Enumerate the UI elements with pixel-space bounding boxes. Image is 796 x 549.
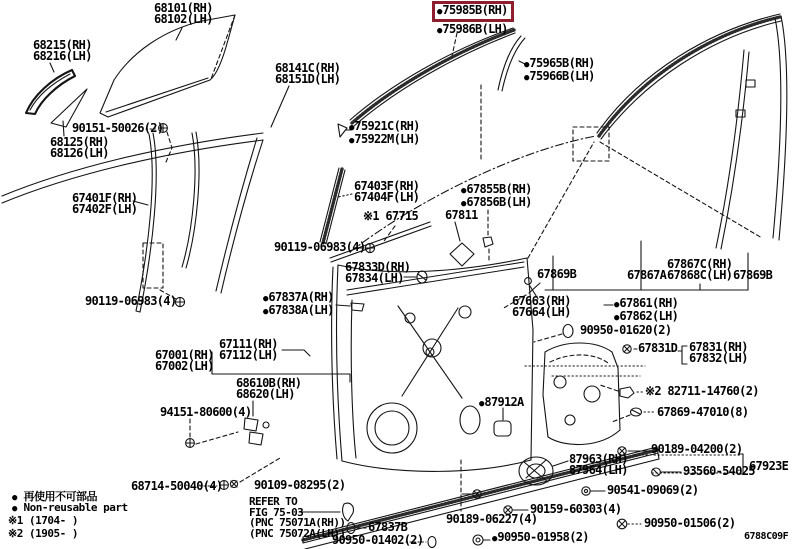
clip-icon xyxy=(617,519,641,529)
part-label-90189-04200[interactable] xyxy=(651,444,742,455)
part-label-68714[interactable] xyxy=(131,481,222,492)
part-label-67837a[interactable] xyxy=(263,292,334,318)
part-number-lh[interactable]: 67834(LH) xyxy=(345,271,404,285)
part-label-75965b[interactable] xyxy=(524,58,595,84)
part-label-75985b[interactable] xyxy=(437,4,514,37)
grommet-icon xyxy=(612,408,654,422)
refer-line: (PNC 75071A(RH)) xyxy=(249,516,346,529)
door-outer-panel xyxy=(332,258,533,471)
part-number-lh[interactable]: 68216(LH) xyxy=(33,49,92,63)
part-label-67401f[interactable] xyxy=(72,193,137,215)
part-number-lh[interactable]: 67862(LH) xyxy=(619,309,679,323)
part-label-93560[interactable] xyxy=(683,466,755,477)
service-hole-cover xyxy=(525,343,645,445)
front-door-frame xyxy=(133,132,199,312)
plug-icon xyxy=(600,385,643,398)
part-label-67715[interactable] xyxy=(363,211,418,222)
legend-note-text: ※2 (1905- ) xyxy=(8,527,78,540)
part-label-87912a[interactable] xyxy=(479,397,524,410)
part-label-67811[interactable] xyxy=(445,210,478,221)
non-reusable-bullet: ● xyxy=(492,534,498,544)
refer-line: REFER TO xyxy=(249,495,298,508)
part-number-rh[interactable]: 67663(RH) xyxy=(512,294,571,308)
non-reusable-bullet: ● xyxy=(263,294,269,304)
diagram-code: 6788C09F xyxy=(744,531,789,542)
cushion-icon xyxy=(494,408,511,436)
screw-icon xyxy=(230,480,237,487)
part-number-lh[interactable]: 67402F(LH) xyxy=(72,202,138,216)
part-number-lh[interactable]: 75966B(LH) xyxy=(529,69,595,83)
non-reusable-bullet: ● xyxy=(263,307,269,317)
non-reusable-bullet: ● xyxy=(461,199,467,209)
highlighted-part-number[interactable] xyxy=(432,1,514,22)
non-reusable-bullet: ● xyxy=(12,493,18,503)
part-number-lh[interactable]: 67868C(LH) xyxy=(667,268,733,282)
part-number[interactable]: 67837B xyxy=(368,520,408,534)
non-reusable-bullet: ● xyxy=(461,186,467,196)
part-label-90119-b[interactable] xyxy=(274,242,365,253)
non-reusable-bullet: ● xyxy=(437,26,443,36)
part-label-68101[interactable] xyxy=(154,3,213,25)
part-number[interactable]: 90189-06227(4) xyxy=(446,512,538,526)
part-label-67833d[interactable] xyxy=(345,262,410,284)
part-label-90159[interactable] xyxy=(530,504,621,515)
part-number[interactable]: ※1 67715 xyxy=(363,209,419,223)
part-number-rh[interactable]: 75921C(RH) xyxy=(354,119,420,133)
non-reusable-bullet: ● xyxy=(524,73,530,83)
part-number[interactable]: 67923E xyxy=(749,459,789,473)
part-label-67403f[interactable] xyxy=(354,181,419,203)
part-number[interactable]: ※2 82711-14760(2) xyxy=(645,384,759,398)
part-label-68125[interactable] xyxy=(50,137,109,159)
part-number-rh[interactable]: 75965B(RH) xyxy=(529,56,595,70)
part-number-rh[interactable]: 75985B(RH) xyxy=(442,3,508,17)
part-number[interactable]: 67867A xyxy=(627,268,667,282)
part-label-68610b[interactable] xyxy=(236,378,301,400)
part-label-75921c[interactable] xyxy=(349,121,420,147)
part-number-rh[interactable]: 67833D(RH) xyxy=(345,260,411,274)
part-number[interactable]: 67869B xyxy=(733,268,773,282)
part-label-67869-47010[interactable] xyxy=(657,407,748,418)
part-label-90950-01402[interactable] xyxy=(332,535,423,546)
part-number[interactable]: 90151-50026(2) xyxy=(72,121,164,135)
part-number-lh[interactable]: 87964(LH) xyxy=(569,463,628,477)
part-label-67831d[interactable] xyxy=(638,343,677,354)
quarter-weatherstrip xyxy=(26,63,75,114)
part-number-rh[interactable]: 68610B(RH) xyxy=(236,376,302,390)
part-label-90950-01958[interactable] xyxy=(492,532,589,545)
part-number-lh[interactable]: 68126(LH) xyxy=(50,146,109,160)
part-number-lh[interactable]: 75922M(LH) xyxy=(354,132,420,146)
part-label-67111[interactable] xyxy=(219,339,278,361)
part-label-90119-a[interactable] xyxy=(85,296,176,307)
part-number-rh[interactable]: 67861(RH) xyxy=(619,296,679,310)
part-number-rh[interactable]: 67831(RH) xyxy=(689,340,748,354)
part-label-67869b-left[interactable] xyxy=(537,269,576,280)
non-reusable-bullet: ● xyxy=(349,136,355,146)
part-number-lh[interactable]: 67664(LH) xyxy=(512,305,571,319)
part-number-lh[interactable]: 67856B(LH) xyxy=(466,195,532,209)
part-label-67861[interactable] xyxy=(614,298,678,324)
part-number-rh[interactable]: 68101(RH) xyxy=(154,1,213,15)
refer-line: (PNC 75072A(LH)) xyxy=(249,526,346,540)
bolt-icon xyxy=(186,439,195,448)
part-label-90189-06227[interactable] xyxy=(446,514,537,525)
part-label-67831[interactable] xyxy=(689,342,748,364)
part-number-lh[interactable]: 67404F(LH) xyxy=(354,190,420,204)
frame-clip xyxy=(483,210,493,262)
part-label-68141c[interactable] xyxy=(275,63,340,85)
part-number-lh[interactable]: 67832(LH) xyxy=(689,351,748,365)
part-number[interactable]: 90189-04200(2) xyxy=(651,442,743,456)
part-number-rh[interactable]: 68215(RH) xyxy=(33,38,92,52)
part-label-90151[interactable] xyxy=(72,123,163,134)
part-number[interactable]: 90950-01506(2) xyxy=(644,516,736,530)
non-reusable-bullet: ● xyxy=(479,399,485,409)
part-number[interactable]: 67869B xyxy=(537,267,577,281)
sash-pad xyxy=(450,222,474,266)
part-number[interactable]: 90950-01402(2) xyxy=(332,533,424,547)
part-number-rh[interactable]: 87963(RH) xyxy=(569,452,628,466)
part-label-87963[interactable] xyxy=(569,454,628,476)
bolt-icon xyxy=(175,297,184,306)
part-label-82711[interactable] xyxy=(645,386,759,397)
part-number[interactable]: 90950-01620(2) xyxy=(580,323,672,337)
part-label-67855b[interactable] xyxy=(461,184,532,210)
part-label-90950-01506[interactable] xyxy=(644,518,735,529)
part-number-lh[interactable]: 67112(LH) xyxy=(219,348,278,362)
part-number[interactable]: 67869-47010(8) xyxy=(657,405,749,419)
clip-icon xyxy=(473,535,490,545)
screw-icon xyxy=(461,460,481,511)
grommet-90950-01620 xyxy=(534,325,573,343)
legend-note-2 xyxy=(8,527,78,540)
part-label-67867a[interactable] xyxy=(627,270,666,281)
non-reusable-bullet: ● xyxy=(614,313,620,323)
part-number-rh[interactable]: 67111(RH) xyxy=(219,337,278,351)
part-number-rh[interactable]: 67401F(RH) xyxy=(72,191,138,205)
part-label-90541[interactable] xyxy=(607,485,698,496)
glass-run xyxy=(2,86,289,293)
non-reusable-bullet: ● xyxy=(12,504,18,514)
part-number[interactable]: 90950-01958(2) xyxy=(497,530,589,544)
part-number[interactable]: 94151-80600(4) xyxy=(160,405,252,419)
part-number-lh[interactable]: 68151D(LH) xyxy=(275,72,341,86)
part-label-68215[interactable] xyxy=(33,40,92,62)
part-number-lh[interactable]: 68620(LH) xyxy=(236,387,295,401)
part-number[interactable]: 90159-60303(4) xyxy=(530,502,622,516)
legend-text-en: Non-reusable part xyxy=(23,501,128,514)
part-label-94151[interactable] xyxy=(160,407,251,418)
grommet-icon xyxy=(582,487,605,495)
part-label-67001[interactable] xyxy=(155,350,214,372)
part-number-rh[interactable]: 67001(RH) xyxy=(155,348,214,362)
legend-text-jp: 再使用不可部品 xyxy=(23,490,98,503)
part-number[interactable]: 90541-09069(2) xyxy=(607,483,699,497)
part-number[interactable]: 67811 xyxy=(445,208,478,222)
part-number[interactable]: 67831D xyxy=(638,341,678,355)
part-number-rh[interactable]: 68141C(RH) xyxy=(275,61,341,75)
part-number-lh[interactable]: 67002(LH) xyxy=(155,359,214,373)
part-number-rh[interactable]: 68125(RH) xyxy=(50,135,109,149)
part-label-90109[interactable] xyxy=(254,480,345,491)
part-label-67837b[interactable] xyxy=(368,522,407,533)
non-reusable-bullet: ● xyxy=(437,7,443,17)
legend-note-text: ※1 (1704- ) xyxy=(8,514,78,527)
part-number[interactable]: 90109-08295(2) xyxy=(254,478,346,492)
part-number[interactable]: 68714-50040(4) xyxy=(131,479,223,493)
legend-non-reusable-en xyxy=(12,501,128,514)
refer-line: FIG 75-03 xyxy=(249,505,304,519)
non-reusable-bullet: ● xyxy=(614,300,620,310)
part-number-lh[interactable]: 67838A(LH) xyxy=(268,303,334,317)
pillar-moulding xyxy=(498,36,525,91)
part-number-rh[interactable]: 67837A(RH) xyxy=(268,290,334,304)
part-number-rh[interactable]: 67867C(RH) xyxy=(667,257,733,271)
part-label-67663[interactable] xyxy=(512,296,571,318)
refer-note xyxy=(249,497,345,539)
part-label-67923e[interactable] xyxy=(749,461,788,472)
part-label-90950-01620[interactable] xyxy=(580,325,671,336)
seal-clip xyxy=(336,303,364,311)
clip-icon xyxy=(652,468,681,476)
part-number[interactable]: 90119-06983(4) xyxy=(274,240,366,254)
part-label-67867c[interactable] xyxy=(667,259,732,281)
part-number[interactable]: 87912A xyxy=(484,395,524,409)
part-label-67869b-right[interactable] xyxy=(733,270,772,281)
part-number-lh[interactable]: 68102(LH) xyxy=(154,12,213,26)
part-number-rh[interactable]: 67403F(RH) xyxy=(354,179,420,193)
door-glass xyxy=(100,12,235,117)
non-reusable-bullet: ● xyxy=(349,123,355,133)
legend-note-1 xyxy=(8,514,78,527)
part-number-rh[interactable]: 67855B(RH) xyxy=(466,182,532,196)
part-number[interactable]: 90119-06983(4) xyxy=(85,294,177,308)
non-reusable-bullet: ● xyxy=(524,60,530,70)
part-number[interactable]: 93560-54025 xyxy=(683,464,755,478)
part-number-lh[interactable]: 75986B(LH) xyxy=(442,22,508,36)
